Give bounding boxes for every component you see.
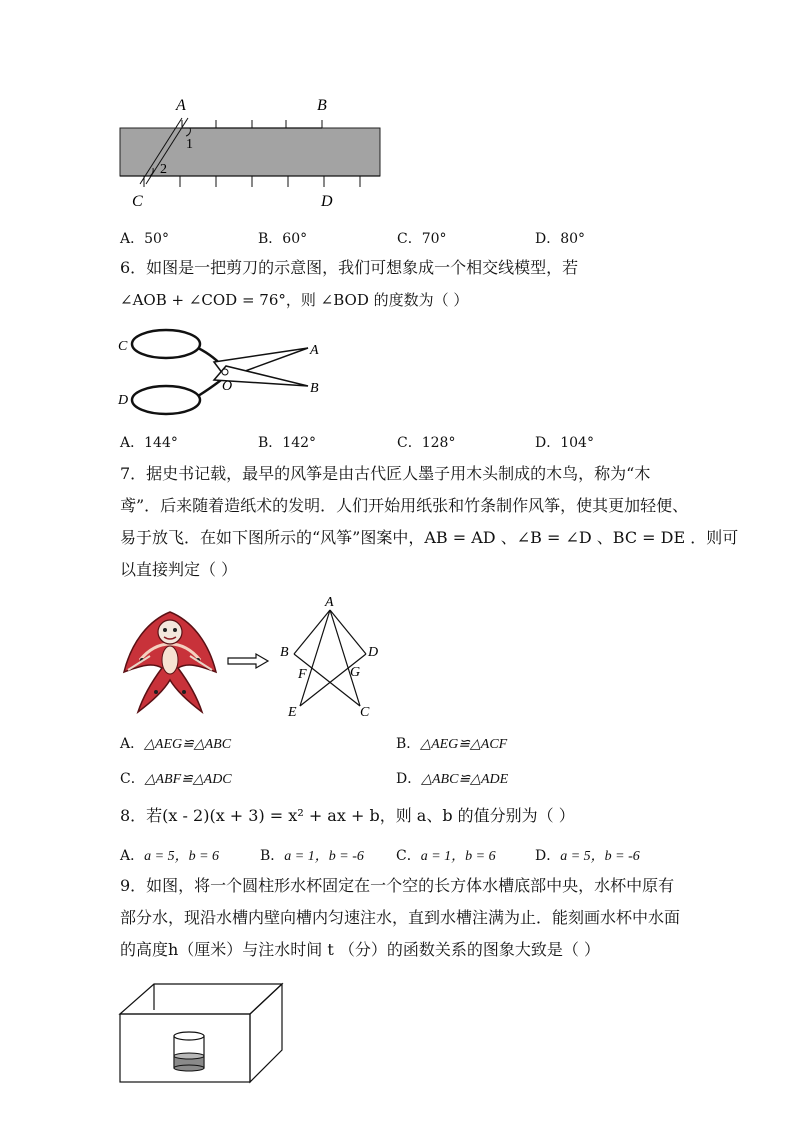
kite-image <box>120 600 220 716</box>
q7-stem-line1: 7．据史书记载，最早的风筝是由古代匠人墨子用木头制成的木鸟，称为“木 <box>120 464 651 483</box>
parallel-strip-figure <box>110 92 390 212</box>
kite-label-g: G <box>350 665 361 680</box>
scissor-label-o: O <box>222 379 233 394</box>
kite-label-b: B <box>280 645 289 660</box>
kite-geometry-figure <box>276 592 388 722</box>
label-c: C <box>132 193 143 210</box>
scissor-label-a: A <box>310 343 319 358</box>
arrow-right-icon <box>226 652 270 670</box>
q7-stem-line4: 以直接判定（ ） <box>120 560 238 579</box>
scissor-label-d: D <box>118 393 129 408</box>
q9-stem-line1: 9．如图，将一个圆柱形水杯固定在一个空的长方体水槽底部中央，水杯中原有 <box>120 876 675 895</box>
label-b: B <box>317 97 327 114</box>
q7-option-b[interactable]: B．△AEG≌△ACF <box>396 736 508 752</box>
scissor-label-c: C <box>118 339 128 354</box>
q8-options <box>120 845 720 865</box>
q5-option-b[interactable]: B．60° <box>258 231 308 247</box>
kite-label-c: C <box>360 705 370 720</box>
kite-label-a: A <box>325 595 334 610</box>
q9-stem-line2: 部分水，现沿水槽内壁向槽内匀速注水，直到水槽注满为止．能刻画水杯中水面 <box>120 908 681 927</box>
q6-option-b[interactable]: B．142° <box>258 435 317 451</box>
scissors-figure <box>114 322 334 422</box>
kite-label-f: F <box>298 667 307 682</box>
q7-option-c[interactable]: C．△ABF≌△ADC <box>120 771 232 787</box>
q7-option-a[interactable]: A．△AEG≌△ABC <box>120 736 232 752</box>
label-a: A <box>176 97 186 114</box>
label-d: D <box>321 193 333 210</box>
q7-stem-line2: 鸢”．后来随着造纸术的发明．人们开始用纸张和竹条制作风筝，使其更加轻便、 <box>120 496 689 515</box>
scissor-label-b: B <box>310 381 319 396</box>
q5-options <box>120 228 720 248</box>
q8-stem: 8．若(x - 2)(x + 3) = x² + ax + b，则 a、b 的值分别为（ ） <box>120 806 575 825</box>
q8-option-a[interactable]: A．a = 5，b = 6 <box>120 848 220 864</box>
q7-stem-line3: 易于放飞．在如下图所示的“风筝”图案中，AB = AD 、∠B = ∠D 、BC = DE ．则可 <box>120 528 739 547</box>
angle-1-label: 1 <box>186 137 193 152</box>
q7-option-d[interactable]: D．△ABC≌△ADE <box>396 771 509 787</box>
q6-stem-line1: 6．如图是一把剪刀的示意图，我们可想象成一个相交线模型，若 <box>120 258 579 277</box>
q6-option-c[interactable]: C．128° <box>397 435 456 451</box>
q5-option-a[interactable]: A．50° <box>120 231 169 247</box>
q5-option-d[interactable]: D．80° <box>535 231 586 247</box>
shaded-strip <box>120 128 380 176</box>
q8-option-d[interactable]: D．a = 5，b = -6 <box>535 848 640 864</box>
q6-option-d[interactable]: D．104° <box>535 435 594 451</box>
q6-stem-line2: ∠AOB + ∠COD = 76°，则 ∠BOD 的度数为（ ） <box>120 291 469 309</box>
q6-options <box>120 432 720 452</box>
q8-option-c[interactable]: C．a = 1，b = 6 <box>396 848 496 864</box>
q7-options <box>120 733 720 803</box>
angle-2-label: 2 <box>160 162 167 177</box>
q5-option-c[interactable]: C．70° <box>397 231 447 247</box>
q9-stem-line3: 的高度h（厘米）与注水时间 t （分）的函数关系的图象大致是（ ） <box>120 940 600 959</box>
q6-option-a[interactable]: A．144° <box>120 435 178 451</box>
water-tank-figure <box>116 980 292 1088</box>
q8-option-b[interactable]: B．a = 1，b = -6 <box>260 848 364 864</box>
kite-label-d: D <box>368 645 379 660</box>
kite-label-e: E <box>288 705 297 720</box>
